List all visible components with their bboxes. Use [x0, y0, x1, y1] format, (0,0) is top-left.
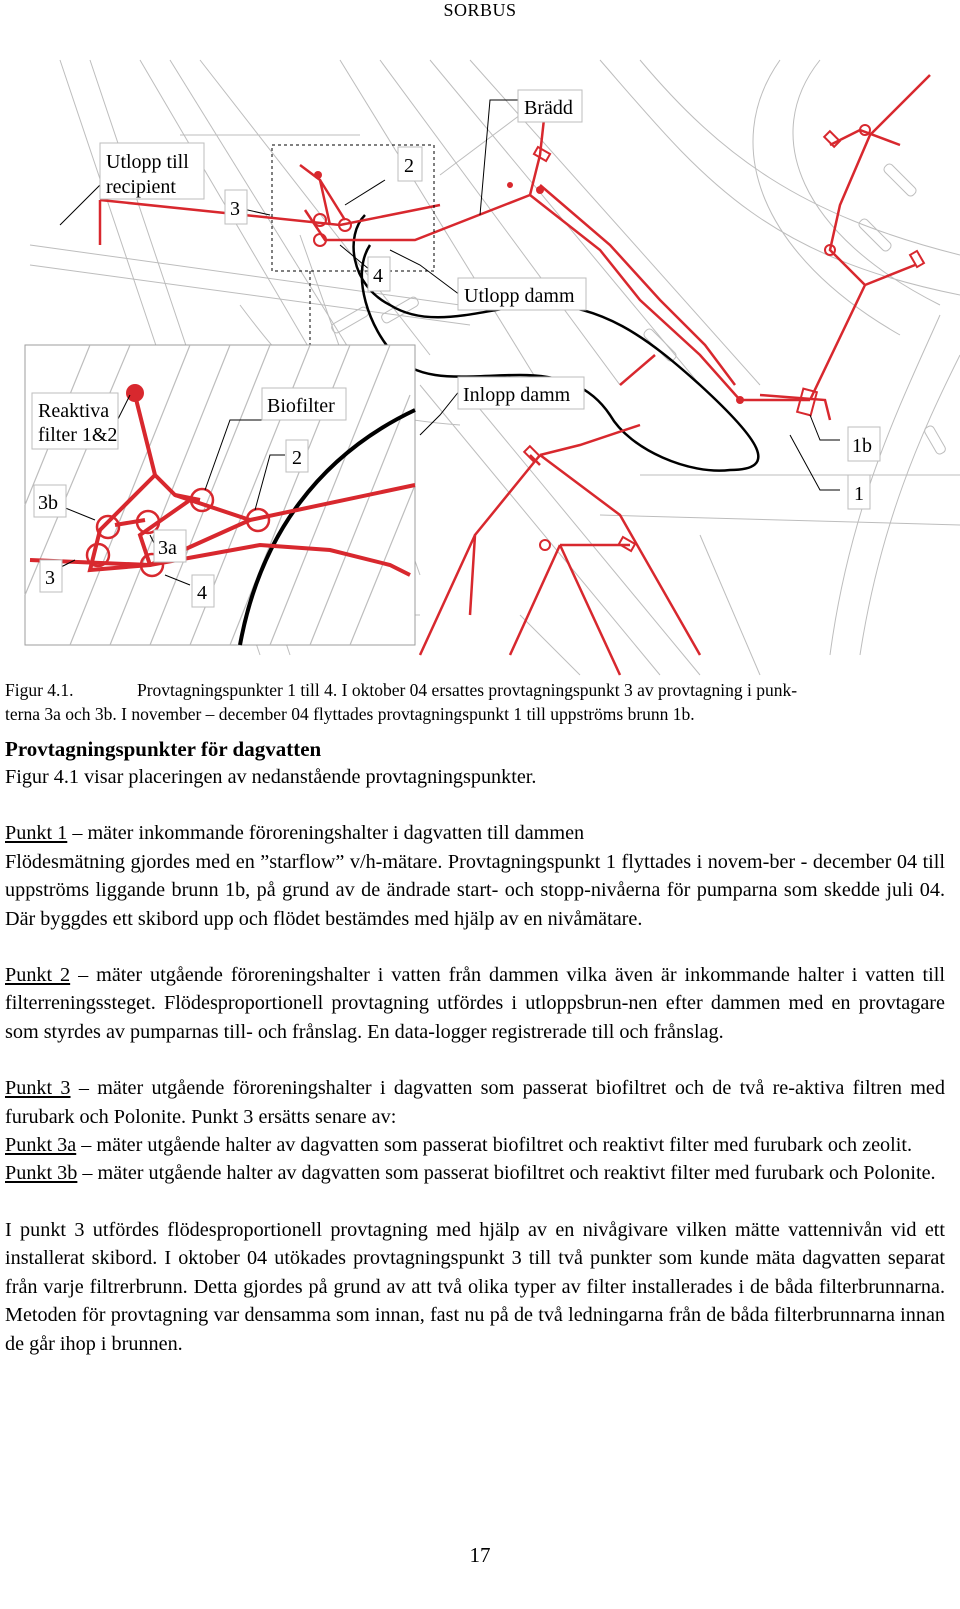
- punkt3a-label: Punkt 3a: [5, 1134, 77, 1157]
- punkt2-paragraph: [5, 961, 945, 1046]
- label-number-1: [848, 475, 870, 509]
- svg-text:1: 1: [854, 483, 864, 505]
- svg-text:recipient: recipient: [106, 176, 176, 198]
- svg-text:Brädd: Brädd: [524, 97, 573, 119]
- svg-text:4: 4: [373, 265, 383, 287]
- label-number-2: [398, 147, 422, 181]
- svg-text:Utlopp damm: Utlopp damm: [464, 285, 575, 307]
- site-map-svg: [0, 55, 960, 680]
- label-bradd: [518, 90, 582, 122]
- label-reaktiva: Reaktiva: [38, 400, 110, 422]
- punkt1-first-line: [5, 819, 945, 847]
- inset-label-3a: 3a: [158, 537, 177, 559]
- label-utlopp-till-recipient: [100, 143, 204, 199]
- svg-text:Utlopp till: Utlopp till: [106, 151, 189, 173]
- punkt1-line1: – mäter inkommande föroreningshalter i dagvatten till dammen: [67, 822, 585, 845]
- inset-label-2: 2: [292, 447, 302, 469]
- inset-label-3: 3: [45, 567, 55, 589]
- caption-text-line1: Provtagningspunkter 1 till 4. I oktober 04 ersattes provtagningspunkt 3 av provtagning i punk-: [137, 680, 798, 700]
- svg-text:2: 2: [404, 155, 414, 177]
- label-inlopp-damm: [458, 377, 584, 409]
- punkt3b-label: Punkt 3b: [5, 1162, 78, 1185]
- site-map-figure: [0, 55, 960, 680]
- punkt3a-body: – mäter utgående halter av dagvatten som passerat biofiltret och reaktivt filter med furubark och zeolit.: [76, 1134, 912, 1157]
- label-number-3: [225, 190, 247, 224]
- inset-label-3b: 3b: [38, 492, 58, 514]
- page-number: 17: [469, 1543, 491, 1567]
- svg-text:Inlopp damm: Inlopp damm: [463, 384, 571, 406]
- punkt1-body: Flödesmätning gjordes med en ”starflow” v/h-mätare. Provtagningspunkt 1 flyttades i novem-ber - december 04 till uppströms liggande brunn 1b, på grund av de ändrade start- och stopp-nivåerna för pumparna som skedde juli 04. Där byggdes ett skibord upp och flödet bestämdes med hjälp av en nivåmätare.: [5, 850, 945, 930]
- section-heading: Provtagningspunkter för dagvatten: [5, 737, 322, 761]
- punkt3a-paragraph: [5, 1131, 945, 1159]
- label-utlopp-damm: [458, 278, 586, 310]
- label-number-1b: [848, 427, 880, 461]
- punkt3-body: – mäter utgående föroreningshalter i dagvatten som passerat biofiltret och de två re-aktiva filtren med furubark och Polonite. Punkt 3 ersätts senare av:: [5, 1077, 945, 1128]
- punkt1-label: Punkt 1: [5, 822, 68, 845]
- detail-inset: [25, 345, 415, 645]
- punkt3b-paragraph: [5, 1159, 945, 1187]
- section-intro: Figur 4.1 visar placeringen av nedanstående provtagningspunkter.: [5, 766, 537, 788]
- inset-label-4: 4: [197, 582, 207, 604]
- punkt3-paragraph: [5, 1074, 945, 1131]
- label-filter-1-2: filter 1&2: [38, 424, 118, 446]
- punkt2-label: Punkt 2: [5, 964, 71, 987]
- final-paragraph: I punkt 3 utfördes flödesproportionell provtagning med hjälp av en nivågivare vilken mätte vattennivån vid ett installerat skibord. I oktober 04 utökades provtagningspunkt 3 till två punkter som kunde mäta dagvatten separat från varje filtrerbrunn. Detta gjordes på grund av att två olika typer av filter installerades i de båda filterbrunnarna. Metoden för provtagning var densamma som innan, fast nu på de två ledningarna från de båda filterbrunnarna innan de går ihop i brunnen.: [5, 1218, 945, 1355]
- caption-text-line2: terna 3a och 3b. I november – december 04 flyttades provtagningspunkt 1 till uppströms brunn 1b.: [5, 704, 695, 724]
- figure-caption: [5, 678, 945, 726]
- page-header: SORBUS: [443, 0, 517, 20]
- svg-text:1b: 1b: [852, 435, 872, 457]
- punkt3b-body: – mäter utgående halter av dagvatten som passerat biofiltret och reaktivt filter med furubark och Polonite.: [77, 1162, 936, 1185]
- punkt2-body: – mäter utgående föroreningshalter i vatten från dammen vilka även är inkommande halter i vatten till filterreningssteget. Flödesproportionell provtagning utfördes i utloppsbrun-nen efter dammen med en provtagare som styrdes av pumparnas till- och frånslag. En data-logger registrerade till och frånslag.: [5, 964, 945, 1043]
- label-biofilter: Biofilter: [267, 395, 335, 417]
- punkt3-label: Punkt 3: [5, 1077, 71, 1100]
- caption-number: Figur 4.1.: [5, 680, 74, 700]
- main-content: [5, 735, 945, 1358]
- svg-text:3: 3: [230, 198, 240, 220]
- label-number-4: [368, 257, 390, 291]
